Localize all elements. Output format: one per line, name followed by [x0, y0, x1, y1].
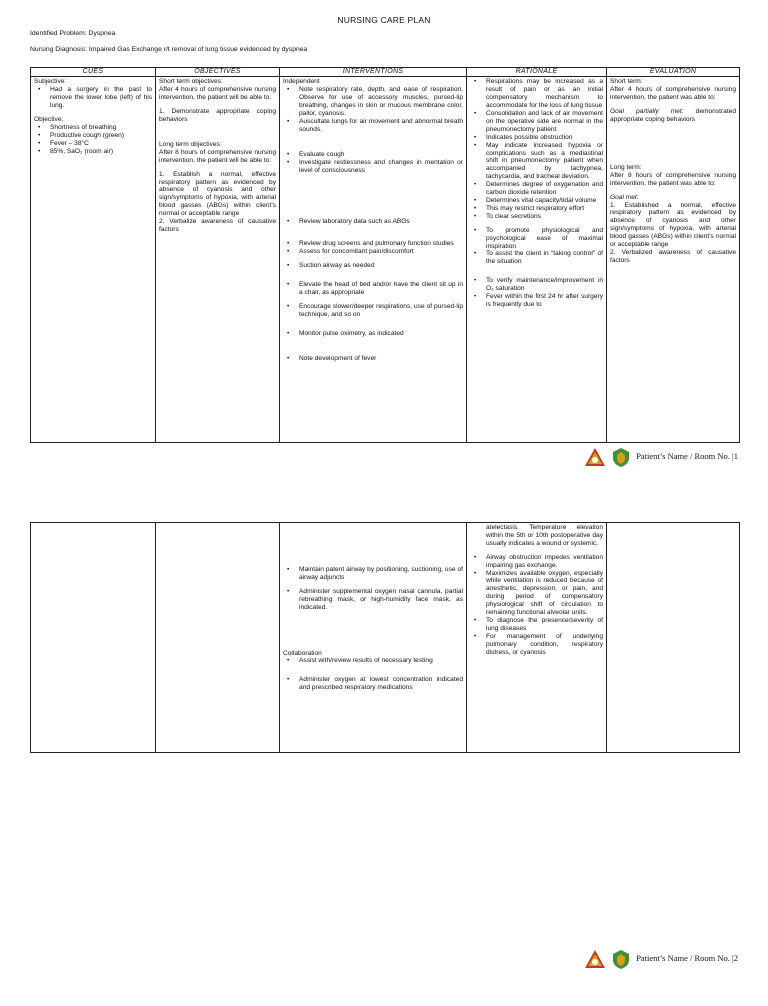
goal-partially-met-text: demonstrated appropriate coping behaviors — [610, 108, 736, 124]
care-plan-table-page-1 — [30, 67, 740, 443]
rationale-item: • Respirations may be increased as a result of pain or as an initial compensatory mechanism to accommodate for the loss of lung tissue — [470, 78, 603, 110]
rationale-item: • To diagnose the presence/severity of lung diseases — [470, 617, 603, 633]
school-seal-icon — [584, 948, 606, 970]
rationale-item: • To assist the client in "taking control" of the situation — [470, 250, 603, 266]
rationale-item: • To verify maintenance/improvement in O₂ saturation — [470, 277, 603, 293]
evaluation-short-term-text: After 4 hours of comprehensive nursing intervention, the patient was able to: — [610, 86, 736, 102]
intervention-item: • Assist with/review results of necessary testing — [283, 657, 463, 665]
evaluation-long-term-text: After 8 hours of comprehensive nursing intervention, the patient was able to: — [610, 171, 736, 187]
school-seal-icon — [584, 446, 606, 468]
evaluation-cell — [607, 77, 740, 443]
objective-item: • Fever – 38°C — [34, 140, 152, 148]
objective-item: • Shortness of breathing — [34, 124, 152, 132]
rationale-continued: atelectasis. Temperature elevation within the 5th or 10th postoperative day usually indicates a wound or systemic. — [486, 524, 603, 547]
college-seal-icon — [610, 446, 632, 468]
footer-page-label: Patient’s Name / Room No. |1 — [636, 451, 738, 462]
short-term-objectives-text: After 4 hours of comprehensive nursing intervention, the patient will be able to: — [159, 86, 276, 102]
cues-cell — [31, 523, 156, 753]
intervention-item: • Investigate restlessness and changes in mentation or level of consciousness — [283, 159, 463, 175]
goal-partially-met-label: Goal partially met: — [610, 108, 684, 116]
intervention-item: • Administer oxygen at lowest concentration indicated and prescribed respiratory medications — [283, 676, 463, 692]
table-row — [31, 77, 740, 443]
subjective-item: • Had a surgery in the past to remove the lower lobe (left) of his lung. — [34, 86, 152, 110]
objectives-cell — [156, 77, 280, 443]
evaluation-long-term-item: 2. Verbalized awareness of causative factors — [610, 248, 736, 264]
interventions-cell — [280, 77, 467, 443]
objective-item: • Productive cough (green) — [34, 132, 152, 140]
intervention-item: • Review laboratory data such as ABGs — [283, 218, 463, 226]
rationale-item: • May indicate increased hypoxia or complications such as a mediastinal shift in pneumonectomy patient when accompanied by tachypnea, tachycardia, and tracheal deviation. — [470, 142, 603, 182]
collaboration-label: Collaboration — [283, 649, 322, 657]
page-footer-2 — [584, 948, 738, 970]
objective-label: Objective: — [34, 116, 64, 124]
college-seal-icon — [610, 948, 632, 970]
intervention-item: • Note respiratory rate, depth, and ease of respiration. Observe for use of accessory muscles, pursed-lip breathing, changes in skin or mucous membrane color, pallor, cyanosis. — [283, 86, 463, 118]
evaluation-long-term-item: 1. Established a normal, effective respiratory pattern as evidenced by absence of cyanosis and other sign/symptoms of hypoxia, with arterial blood gasses (ABGs) within client's normal or acceptable range — [610, 201, 736, 249]
rationale-item: • Consolidation and lack of air movement on the operative side are normal in the pneumonectomy patient — [470, 110, 603, 134]
intervention-item: • Encourage slower/deeper respirations, use of pursed-lip technique, and so on — [283, 303, 463, 319]
long-term-objective-item: 2. Verbalize awareness of causative factors — [159, 218, 276, 233]
document-title: NURSING CARE PLAN — [337, 15, 431, 25]
rationale-item: • Indicates possible obstruction — [470, 134, 603, 142]
intervention-item: • Auscultate lungs for air movement and abnormal breath sounds. — [283, 118, 463, 134]
header-rationale: RATIONALE — [467, 68, 607, 77]
rationale-item: • Maximizes available oxygen, especially while ventilation is reduced because of anesthetic, depression, or pain, and during period of compensatory physiological shift of circulation to remaining functional alveolar units. — [470, 570, 603, 617]
long-term-objectives-label: Long term objectives: — [159, 140, 222, 148]
header-evaluation: EVALUATION — [607, 68, 740, 77]
independent-label: Independent — [283, 78, 320, 86]
evaluation-short-term-label: Short term: — [610, 78, 643, 86]
intervention-item: • Note development of fever — [283, 355, 463, 363]
rationale-cell — [467, 523, 607, 753]
page-footer-1 — [584, 446, 738, 468]
goal-met-label: Goal met: — [610, 193, 639, 201]
intervention-item: • Evaluate cough — [283, 151, 463, 159]
rationale-cell — [467, 77, 607, 443]
care-plan-table-page-2 — [30, 522, 740, 753]
header-interventions: INTERVENTIONS — [280, 68, 467, 77]
rationale-item: • Fever within the first 24 hr after surgery is frequently due to — [470, 293, 603, 309]
long-term-objective-item: 1. Establish a normal, effective respiratory pattern as evidenced by absence of cyanosis and other sign/symptoms of hypoxia, with arterial blood gasses (ABGs) within client's normal or acceptable range — [159, 170, 276, 218]
intervention-item: • Monitor pulse oximetry, as indicated — [283, 330, 463, 338]
intervention-item: • Elevate the head of bed and/or have the client sit up in a chair, as appropriate — [283, 281, 463, 297]
short-term-objective-item: 1. Demonstrate appropriate coping behaviors — [159, 108, 276, 124]
rationale-item: • This may restrict respiratory effort — [470, 205, 603, 213]
intervention-item: • Assess for concomitant pain/discomfort — [283, 248, 463, 256]
header-cues: CUES — [31, 68, 156, 77]
intervention-item: • Suction airway as needed — [283, 262, 463, 270]
rationale-item: • To clear secretions — [470, 213, 603, 221]
objectives-cell — [156, 523, 280, 753]
rationale-item: • Airway obstruction impedes ventilation impairing gas exchange. — [470, 554, 603, 570]
objective-item: • 85%, SaO₂ (room air) — [34, 148, 152, 156]
evaluation-cell — [607, 523, 740, 753]
footer-page-label: Patient’s Name / Room No. |2 — [636, 953, 738, 964]
long-term-objectives-text: After 8 hours of comprehensive nursing intervention, the patient will be able to: — [159, 148, 276, 164]
intervention-item: • Maintain patent airway by positioning, suctioning, use of airway adjuncts — [283, 566, 463, 582]
rationale-item: • To promote physiological and psychological ease of maximal inspiration — [470, 227, 603, 251]
short-term-objectives-label: Short term objectives: — [159, 78, 223, 86]
cues-cell — [31, 77, 156, 443]
table-row — [31, 523, 740, 753]
intervention-item: • Administer supplemental oxygen nasal cannula, partial rebreathing mask, or high-humidity face mask, as indicated. — [283, 588, 463, 612]
intervention-item: • Review drug screens and pulmonary function studies — [283, 240, 463, 248]
rationale-item: • For management of underlying pulmonary condition, respiratory distress, or cyanosis — [470, 633, 603, 657]
rationale-item: • Determines degree of oxygenation and carbon dioxide retention — [470, 181, 603, 197]
identified-problem: Identified Problem: Dyspnea — [30, 30, 116, 37]
subjective-label: Subjective: — [34, 78, 67, 86]
header-objectives: OBJECTIVES — [156, 68, 280, 77]
rationale-item: • Determines vital capacity/tidal volume — [470, 197, 603, 205]
evaluation-long-term-label: Long term: — [610, 163, 642, 171]
nursing-diagnosis: Nursing Diagnosis: Impaired Gas Exchange r/t removal of lung tissue evidenced by dyspnea — [30, 46, 308, 53]
table-header-row — [31, 68, 740, 77]
interventions-cell — [280, 523, 467, 753]
